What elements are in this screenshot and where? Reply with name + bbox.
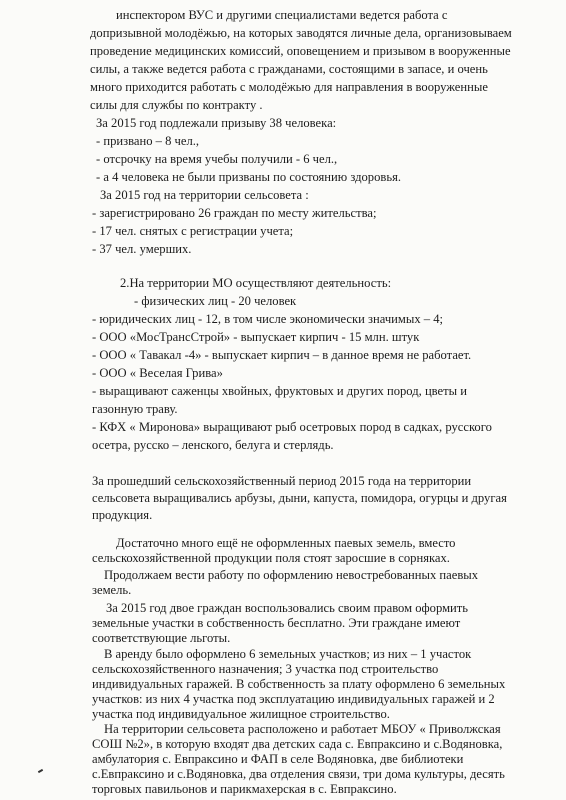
section2-line: - выращивают саженцы хвойных, фруктовых и других пород, цветы и <box>92 384 468 398</box>
section2-line: - ООО « Тавакал -4» - выпускает кирпич – в данное время не работает. <box>92 348 472 362</box>
section3-line: Продолжаем вести работу по оформлению невостребованных паевых <box>104 568 479 582</box>
section2-line: газонную траву. <box>92 402 178 416</box>
section3-line: На территории сельсовета расположено и работает МБОУ « Приволжская <box>104 722 501 736</box>
margin-mark <box>38 769 43 773</box>
section1-line: силы для службы по контракту . <box>90 98 263 112</box>
section3-line: сельскохозяйственного назначения; 3 участка под строительство <box>92 662 439 676</box>
section3-line: За 2015 год двое граждан воспользовались своим правом оформить <box>106 601 469 615</box>
section1-line: - 17 чел. снятых с регистрации учета; <box>92 224 294 238</box>
section1-line: инспектором ВУС и другими специалистами ведется работа с <box>116 8 448 22</box>
section3-line: амбулатория с. Евпраксино и ФАП в селе Водяновка, две библиотеки <box>92 752 464 766</box>
section3-line: За прошедший сельскохозяйственный период 2015 года на территории <box>92 474 472 488</box>
section3-line: В аренду было оформлено 6 земельных участков; из них – 1 участок <box>104 647 472 661</box>
section1-line: - призвано – 8 чел., <box>96 134 200 148</box>
section2-line: - юридических лиц - 12, в том числе экономически значимых – 4; <box>92 312 444 326</box>
section1-line: - зарегистрировано 26 граждан по месту жительства; <box>92 206 377 220</box>
section1-line: За 2015 год подлежали призыву 38 человека: <box>96 116 337 130</box>
section1-line: - 37 чел. умерших. <box>92 242 192 256</box>
section2-line: - ООО « Веселая Грива» <box>92 366 223 380</box>
section3-line: земель. <box>92 583 132 597</box>
section1-line: проведение медицинских комиссий, оповещением и призывом в вооруженные <box>90 44 511 58</box>
section1-line: - отсрочку на время учебы получили - 6 чел., <box>96 152 338 166</box>
section3-line: Достаточно много ещё не оформленных паевых земель, вместо <box>116 536 456 550</box>
section3-line: участков: из них 4 участка под эксплуатацию индивидуальных гаражей и 2 <box>92 692 495 706</box>
section3-line: соответствующие льготы. <box>92 631 231 645</box>
section3-line: торговых павильонов и парикмахерская в с. Евпраксино. <box>92 782 397 796</box>
section1-line: За 2015 год на территории сельсовета : <box>100 188 309 202</box>
section2-line: 2.На территории МО осуществляют деятельность: <box>120 276 392 290</box>
section2-line: - физических лиц - 20 человек <box>134 294 297 308</box>
section3-line: СОШ №2», в которую входят два детских сада с. Евпраксино и с.Водяновка, <box>92 737 503 751</box>
section1-line: допризывной молодёжью, на которых заводятся личные дела, организовываем <box>90 26 512 40</box>
section1-line: много приходится работать с молодёжью для направления в вооруженные <box>90 80 488 94</box>
section3-line: участка под индивидуальное жилищное строительство. <box>92 707 390 721</box>
section1-line: силы, а также ведется работа с гражданами, состоящими в запасе, и очень <box>90 62 488 76</box>
section3-line: индивидуальных гаражей. В собственность за плату оформлено 6 земельных <box>92 677 506 691</box>
section3-line: с.Евпраксино и с.Водяновка, два отделения связи, три дома культуры, десять <box>92 767 505 781</box>
section2-line: осетра, русско – ленского, белуга и стерлядь. <box>92 438 334 452</box>
section3-line: сельсовета выращивались арбузы, дыни, капуста, помидора, огурцы и другая <box>92 491 507 505</box>
section2-line: - КФХ « Миронова» выращивают рыб осетровых пород в садках, русского <box>92 420 492 434</box>
section3-line: сельскохозяйственной продукции поля стоят заросшие в сорняках. <box>92 551 450 565</box>
section3-line: продукция. <box>92 508 153 522</box>
section2-line: - ООО «МосТрансСтрой» - выпускает кирпич - 15 млн. штук <box>92 330 420 344</box>
section3-line: земельные участки в собственность бесплатно. Эти граждане имеют <box>92 616 461 630</box>
section1-line: - а 4 человека не были призваны по состоянию здоровья. <box>96 170 402 184</box>
